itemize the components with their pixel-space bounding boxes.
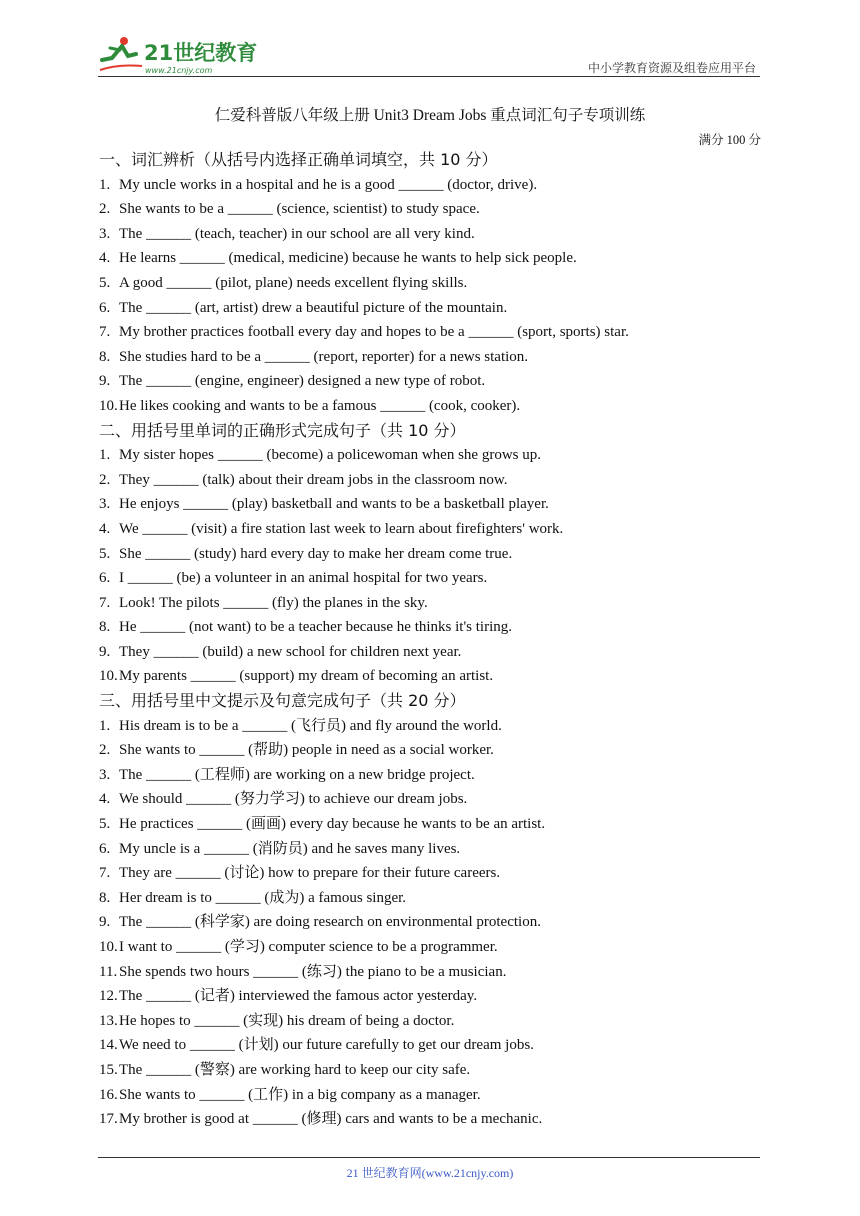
- question-item: [99, 296, 764, 321]
- question-number: 2.: [99, 201, 111, 218]
- logo: [98, 34, 268, 78]
- question-text: The ______ (科学家) are doing research on environmental protection.: [119, 914, 541, 931]
- question-item: [99, 861, 764, 886]
- question-item: [99, 738, 764, 763]
- question-number: 2.: [99, 471, 111, 488]
- question-text: He learns ______ (medical, medicine) because he wants to help sick people.: [119, 250, 577, 267]
- exercise-content: [99, 148, 764, 1132]
- question-item: [99, 320, 764, 345]
- question-text: I ______ (be) a volunteer in an animal hospital for two years.: [119, 570, 488, 587]
- question-item: [99, 664, 764, 689]
- question-text: His dream is to be a ______ (飞行员) and fly around the world.: [119, 717, 502, 734]
- svg-text:www.21cnjy.com: www.21cnjy.com: [145, 66, 213, 75]
- footer-site[interactable]: 21 世纪教育网(www.21cnjy.com): [346, 1166, 514, 1180]
- question-item: [99, 492, 764, 517]
- header-divider: [98, 76, 760, 77]
- question-item: [99, 1083, 764, 1108]
- question-text: The ______ (teach, teacher) in our school are all very kind.: [119, 225, 475, 242]
- question-text: We ______ (visit) a fire station last week to learn about firefighters' work.: [119, 520, 564, 537]
- question-number: 17.: [99, 1111, 118, 1128]
- question-item: [99, 1058, 764, 1083]
- question-item: [99, 910, 764, 935]
- full-score: 满分 100 分: [698, 133, 761, 147]
- document-title: 仁爱科普版八年级上册 Unit3 Dream Jobs 重点词汇句子专项训练: [214, 107, 646, 124]
- section-vocabulary: [99, 148, 764, 419]
- question-item: [99, 763, 764, 788]
- header-platform-text: 中小学教育资源及组卷应用平台: [587, 61, 756, 75]
- question-item: [99, 714, 764, 739]
- question-text: The ______ (记者) interviewed the famous actor yesterday.: [119, 988, 478, 1005]
- question-text: My parents ______ (support) my dream of becoming an artist.: [119, 668, 494, 685]
- question-text: He ______ (not want) to be a teacher because he thinks it's tiring.: [119, 619, 513, 636]
- question-text: A good ______ (pilot, plane) needs excellent flying skills.: [119, 274, 468, 291]
- question-item: [99, 197, 764, 222]
- question-number: 10.: [99, 939, 118, 955]
- question-number: 4.: [99, 250, 111, 267]
- question-number: 10.: [99, 668, 118, 685]
- question-number: 5.: [99, 816, 111, 833]
- question-text: She ______ (study) hard every day to make her dream come true.: [119, 545, 513, 562]
- question-text: They are ______ (讨论) how to prepare for their future careers.: [119, 865, 501, 882]
- question-text: He practices ______ (画画) every day because he wants to be an artist.: [119, 816, 546, 833]
- section-heading: 一、词汇辨析（从括号内选择正确单词填空，共 10 分）: [99, 150, 498, 169]
- question-item: [99, 984, 764, 1009]
- question-number: 8.: [99, 619, 111, 636]
- question-item: [99, 345, 764, 370]
- question-item: [99, 1033, 764, 1058]
- svg-text:21世纪教育: 21世纪教育: [144, 41, 258, 65]
- question-text: She wants to ______ (工作) in a big company as a manager.: [119, 1086, 481, 1103]
- section-heading: 二、用括号里单词的正确形式完成句子（共 10 分）: [99, 420, 466, 440]
- question-number: 7.: [99, 594, 111, 611]
- question-number: 9.: [99, 373, 111, 390]
- question-number: 1.: [99, 447, 111, 464]
- question-text: My brother practices football every day and hopes to be a ______ (sport, sports) star.: [119, 324, 629, 341]
- question-number: 4.: [99, 791, 111, 808]
- question-number: 6.: [99, 840, 111, 857]
- question-item: [99, 246, 764, 271]
- question-text: She wants to ______ (帮助) people in need as a social worker.: [119, 742, 494, 759]
- question-item: [99, 1009, 764, 1034]
- question-text: Her dream is to ______ (成为) a famous singer.: [119, 889, 407, 906]
- question-text: He likes cooking and wants to be a famous ______ (cook, cooker).: [119, 397, 521, 414]
- question-item: [99, 369, 764, 394]
- question-number: 16.: [99, 1086, 118, 1103]
- question-number: 8.: [99, 348, 111, 365]
- question-item: [99, 935, 764, 960]
- question-number: 10.: [99, 397, 118, 414]
- question-text: The ______ (警察) are working hard to keep our city safe.: [119, 1061, 471, 1078]
- question-text: She spends two hours ______ (练习) the piano to be a musician.: [119, 963, 507, 980]
- question-text: She studies hard to be a ______ (report, reporter) for a news station.: [119, 348, 529, 365]
- section-word-forms: [99, 419, 764, 690]
- question-text: We should ______ (努力学习) to achieve our dream jobs.: [119, 791, 468, 808]
- question-number: 13.: [99, 1012, 118, 1029]
- question-item: [99, 960, 764, 985]
- question-item: [99, 443, 764, 468]
- question-number: 5.: [99, 274, 111, 291]
- question-item: [99, 615, 764, 640]
- question-item: [99, 837, 764, 862]
- question-item: [99, 271, 764, 296]
- question-text: Look! The pilots ______ (fly) the planes in the sky.: [119, 594, 428, 611]
- question-text: I want to ______ (学习) computer science to be a programmer.: [119, 939, 498, 955]
- question-item: [99, 222, 764, 247]
- question-number: 7.: [99, 324, 111, 341]
- question-text: They ______ (build) a new school for children next year.: [119, 643, 462, 660]
- question-item: [99, 591, 764, 616]
- question-item: [99, 394, 764, 419]
- question-item: [99, 886, 764, 911]
- question-text: They ______ (talk) about their dream jobs in the classroom now.: [119, 471, 508, 488]
- question-number: 6.: [99, 299, 111, 316]
- section-chinese-hints: [99, 689, 764, 1132]
- footer-divider: [98, 1157, 760, 1158]
- question-number: 12.: [99, 988, 118, 1005]
- question-text: She wants to be a ______ (science, scientist) to study space.: [119, 201, 480, 218]
- question-text: The ______ (工程师) are working on a new bridge project.: [119, 766, 475, 783]
- question-text: We need to ______ (计划) our future carefully to get our dream jobs.: [119, 1037, 534, 1054]
- question-number: 2.: [99, 742, 111, 759]
- question-number: 11.: [99, 963, 118, 980]
- question-item: [99, 787, 764, 812]
- question-text: He enjoys ______ (play) basketball and wants to be a basketball player.: [119, 496, 549, 513]
- question-item: [99, 1107, 764, 1132]
- question-number: 4.: [99, 520, 111, 537]
- question-number: 5.: [99, 545, 111, 562]
- question-number: 9.: [99, 914, 111, 931]
- question-number: 3.: [99, 225, 111, 242]
- question-item: [99, 173, 764, 198]
- question-item: [99, 566, 764, 591]
- question-text: The ______ (art, artist) drew a beautiful picture of the mountain.: [119, 299, 508, 316]
- question-number: 1.: [99, 176, 111, 193]
- question-number: 8.: [99, 889, 111, 906]
- page-header: [98, 34, 760, 78]
- question-text: My uncle is a ______ (消防员) and he saves many lives.: [119, 840, 461, 857]
- section-heading: 三、用括号里中文提示及句意完成句子（共 20 分）: [99, 691, 466, 711]
- question-number: 3.: [99, 496, 111, 513]
- question-number: 6.: [99, 570, 111, 587]
- question-item: [99, 640, 764, 665]
- question-number: 7.: [99, 865, 111, 882]
- question-number: 3.: [99, 766, 111, 783]
- question-number: 1.: [99, 717, 111, 734]
- question-text: My sister hopes ______ (become) a policewoman when she grows up.: [119, 447, 541, 464]
- question-text: My uncle works in a hospital and he is a good ______ (doctor, drive).: [119, 176, 538, 193]
- question-text: My brother is good at ______ (修理) cars and wants to be a mechanic.: [119, 1111, 543, 1128]
- question-number: 14.: [99, 1037, 118, 1054]
- question-number: 9.: [99, 643, 111, 660]
- question-text: The ______ (engine, engineer) designed a new type of robot.: [119, 373, 486, 390]
- question-number: 15.: [99, 1061, 118, 1078]
- question-item: [99, 812, 764, 837]
- question-item: [99, 542, 764, 567]
- question-text: He hopes to ______ (实现) his dream of being a doctor.: [119, 1012, 455, 1029]
- question-item: [99, 468, 764, 493]
- question-item: [99, 517, 764, 542]
